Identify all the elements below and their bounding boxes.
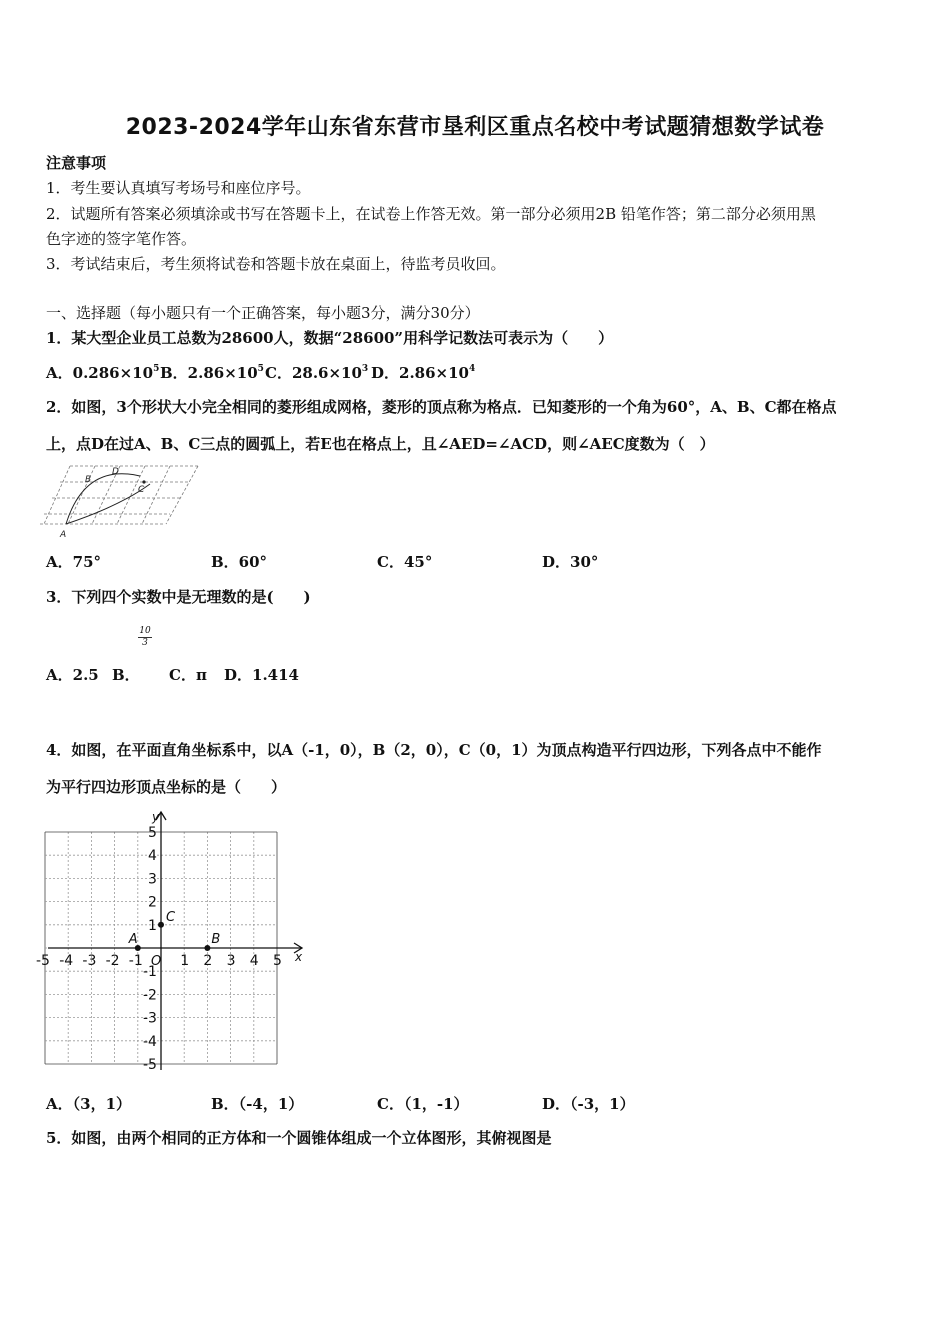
q2-line2: 上，点D在过A、B、C三点的圆弧上，若E也在格点上，且∠AED=∠ACD，则∠AEC度数为（ ） xyxy=(46,435,715,453)
x-tick-label: 4 xyxy=(249,953,259,969)
q2-line1: 2．如图，3个形状大小完全相同的菱形组成网格，菱形的顶点称为格点．已知菱形的一个角为60°，A、B、C都在格点 xyxy=(46,398,837,416)
y-tick-label: -5 xyxy=(143,1057,157,1073)
q2-option-c: C．45° xyxy=(377,553,433,571)
q3-option-a: A．2.5 xyxy=(46,666,99,684)
point-label-c: C xyxy=(166,909,176,925)
q4-option-b: B．（-4，1） xyxy=(211,1095,304,1113)
y-tick-label: -2 xyxy=(143,987,157,1004)
q4-line2: 为平行四边形顶点坐标的是（ ） xyxy=(46,778,287,796)
fraction-numerator: 10 xyxy=(139,626,151,636)
coordinate-plane xyxy=(36,808,312,1078)
rhombus-grid-figure xyxy=(40,458,205,540)
y-tick-label: 4 xyxy=(148,848,157,865)
q1-option-d: D．$2.86\times 10^4$ xyxy=(371,364,476,382)
q2-option-b: B．60° xyxy=(211,553,268,571)
q1-option-a: A．$0.286\times 10^5$ xyxy=(46,364,160,382)
q4-option-d: D．（-3，1） xyxy=(542,1095,635,1113)
q2-option-a: A．75° xyxy=(46,553,102,571)
origin-label: O xyxy=(151,954,162,969)
q3-option-c: C．π xyxy=(169,666,207,684)
page-title: 2023-2024学年山东省东营市垦利区重点名校中考试题猜想数学试卷 xyxy=(125,115,825,140)
figure-label-d: D xyxy=(112,467,119,477)
figure-label-b: B xyxy=(85,475,92,485)
q4-option-c: C．（1，-1） xyxy=(377,1095,469,1113)
figure-label-c: C xyxy=(138,485,145,495)
y-tick-label: 2 xyxy=(148,894,157,911)
point-label-a: A xyxy=(128,932,138,947)
point-c xyxy=(158,922,164,928)
x-axis-label: x xyxy=(295,950,303,964)
notes-item-2: 2．试题所有答案必须填涂或书写在答题卡上，在试卷上作答无效。第一部分必须用2B 铅笔作答；第二部分必须用黑 xyxy=(46,205,816,223)
notes-item-1: 1．考生要认真填写考场号和座位序号。 xyxy=(46,179,311,197)
q5-stem: 5．如图，由两个相同的正方体和一个圆锥体组成一个立体图形，其俯视图是 xyxy=(46,1129,552,1147)
x-tick-label: -1 xyxy=(128,953,143,969)
x-tick-label: -3 xyxy=(82,953,97,969)
y-axis-label: y xyxy=(152,810,160,824)
q1-stem: 1．某大型企业员工总数为28600人，数据“28600”用科学记数法可表示为（ ） xyxy=(46,329,614,347)
q1-option-c: C．$28.6\times 10^3$ xyxy=(265,364,369,382)
y-tick-label: -3 xyxy=(143,1010,157,1027)
q3-stem: 3．下列四个实数中是无理数的是( ) xyxy=(46,588,311,606)
q3-fraction xyxy=(138,626,152,649)
section-heading: 一、选择题（每小题只有一个正确答案，每小题3分，满分30分） xyxy=(46,304,480,322)
notes-item-3: 3．考试结束后，考生须将试卷和答题卡放在桌面上，待监考员收回。 xyxy=(46,255,506,273)
y-tick-label: -4 xyxy=(143,1033,157,1050)
q3-option-b: B． xyxy=(112,666,140,684)
x-tick-label: -2 xyxy=(105,953,120,969)
notes-item-2-cont: 色字迹的签字笔作答。 xyxy=(46,230,197,248)
x-tick-label: 5 xyxy=(273,953,282,969)
x-tick-label: -5 xyxy=(36,953,50,969)
x-tick-label: -4 xyxy=(59,953,74,969)
point-b xyxy=(204,945,210,951)
q4-line1: 4．如图，在平面直角坐标系中，以A（-1，0），B（2，0），C（0，1）为顶点构造平行四边形，下列各点中不能作 xyxy=(46,741,822,759)
x-tick-label: 1 xyxy=(180,953,190,969)
notes-heading: 注意事项 xyxy=(46,154,107,172)
q4-option-a: A．（3，1） xyxy=(46,1095,132,1113)
x-tick-label: 2 xyxy=(203,953,213,969)
figure-label-a: A xyxy=(60,530,67,540)
q2-option-d: D．30° xyxy=(542,553,599,571)
fraction-denominator: 3 xyxy=(138,637,152,649)
x-tick-label: 3 xyxy=(226,953,236,969)
point-label-b: B xyxy=(211,932,221,947)
q3-option-d: D．1.414 xyxy=(224,666,299,684)
y-ticks xyxy=(143,825,157,1073)
y-tick-label: 5 xyxy=(148,825,157,841)
q1-option-b: B．$2.86\times 10^5$ xyxy=(160,364,264,382)
y-tick-label: 3 xyxy=(148,871,157,888)
points xyxy=(128,910,221,951)
y-tick-label: -1 xyxy=(143,964,157,981)
y-tick-label: 1 xyxy=(148,917,157,934)
